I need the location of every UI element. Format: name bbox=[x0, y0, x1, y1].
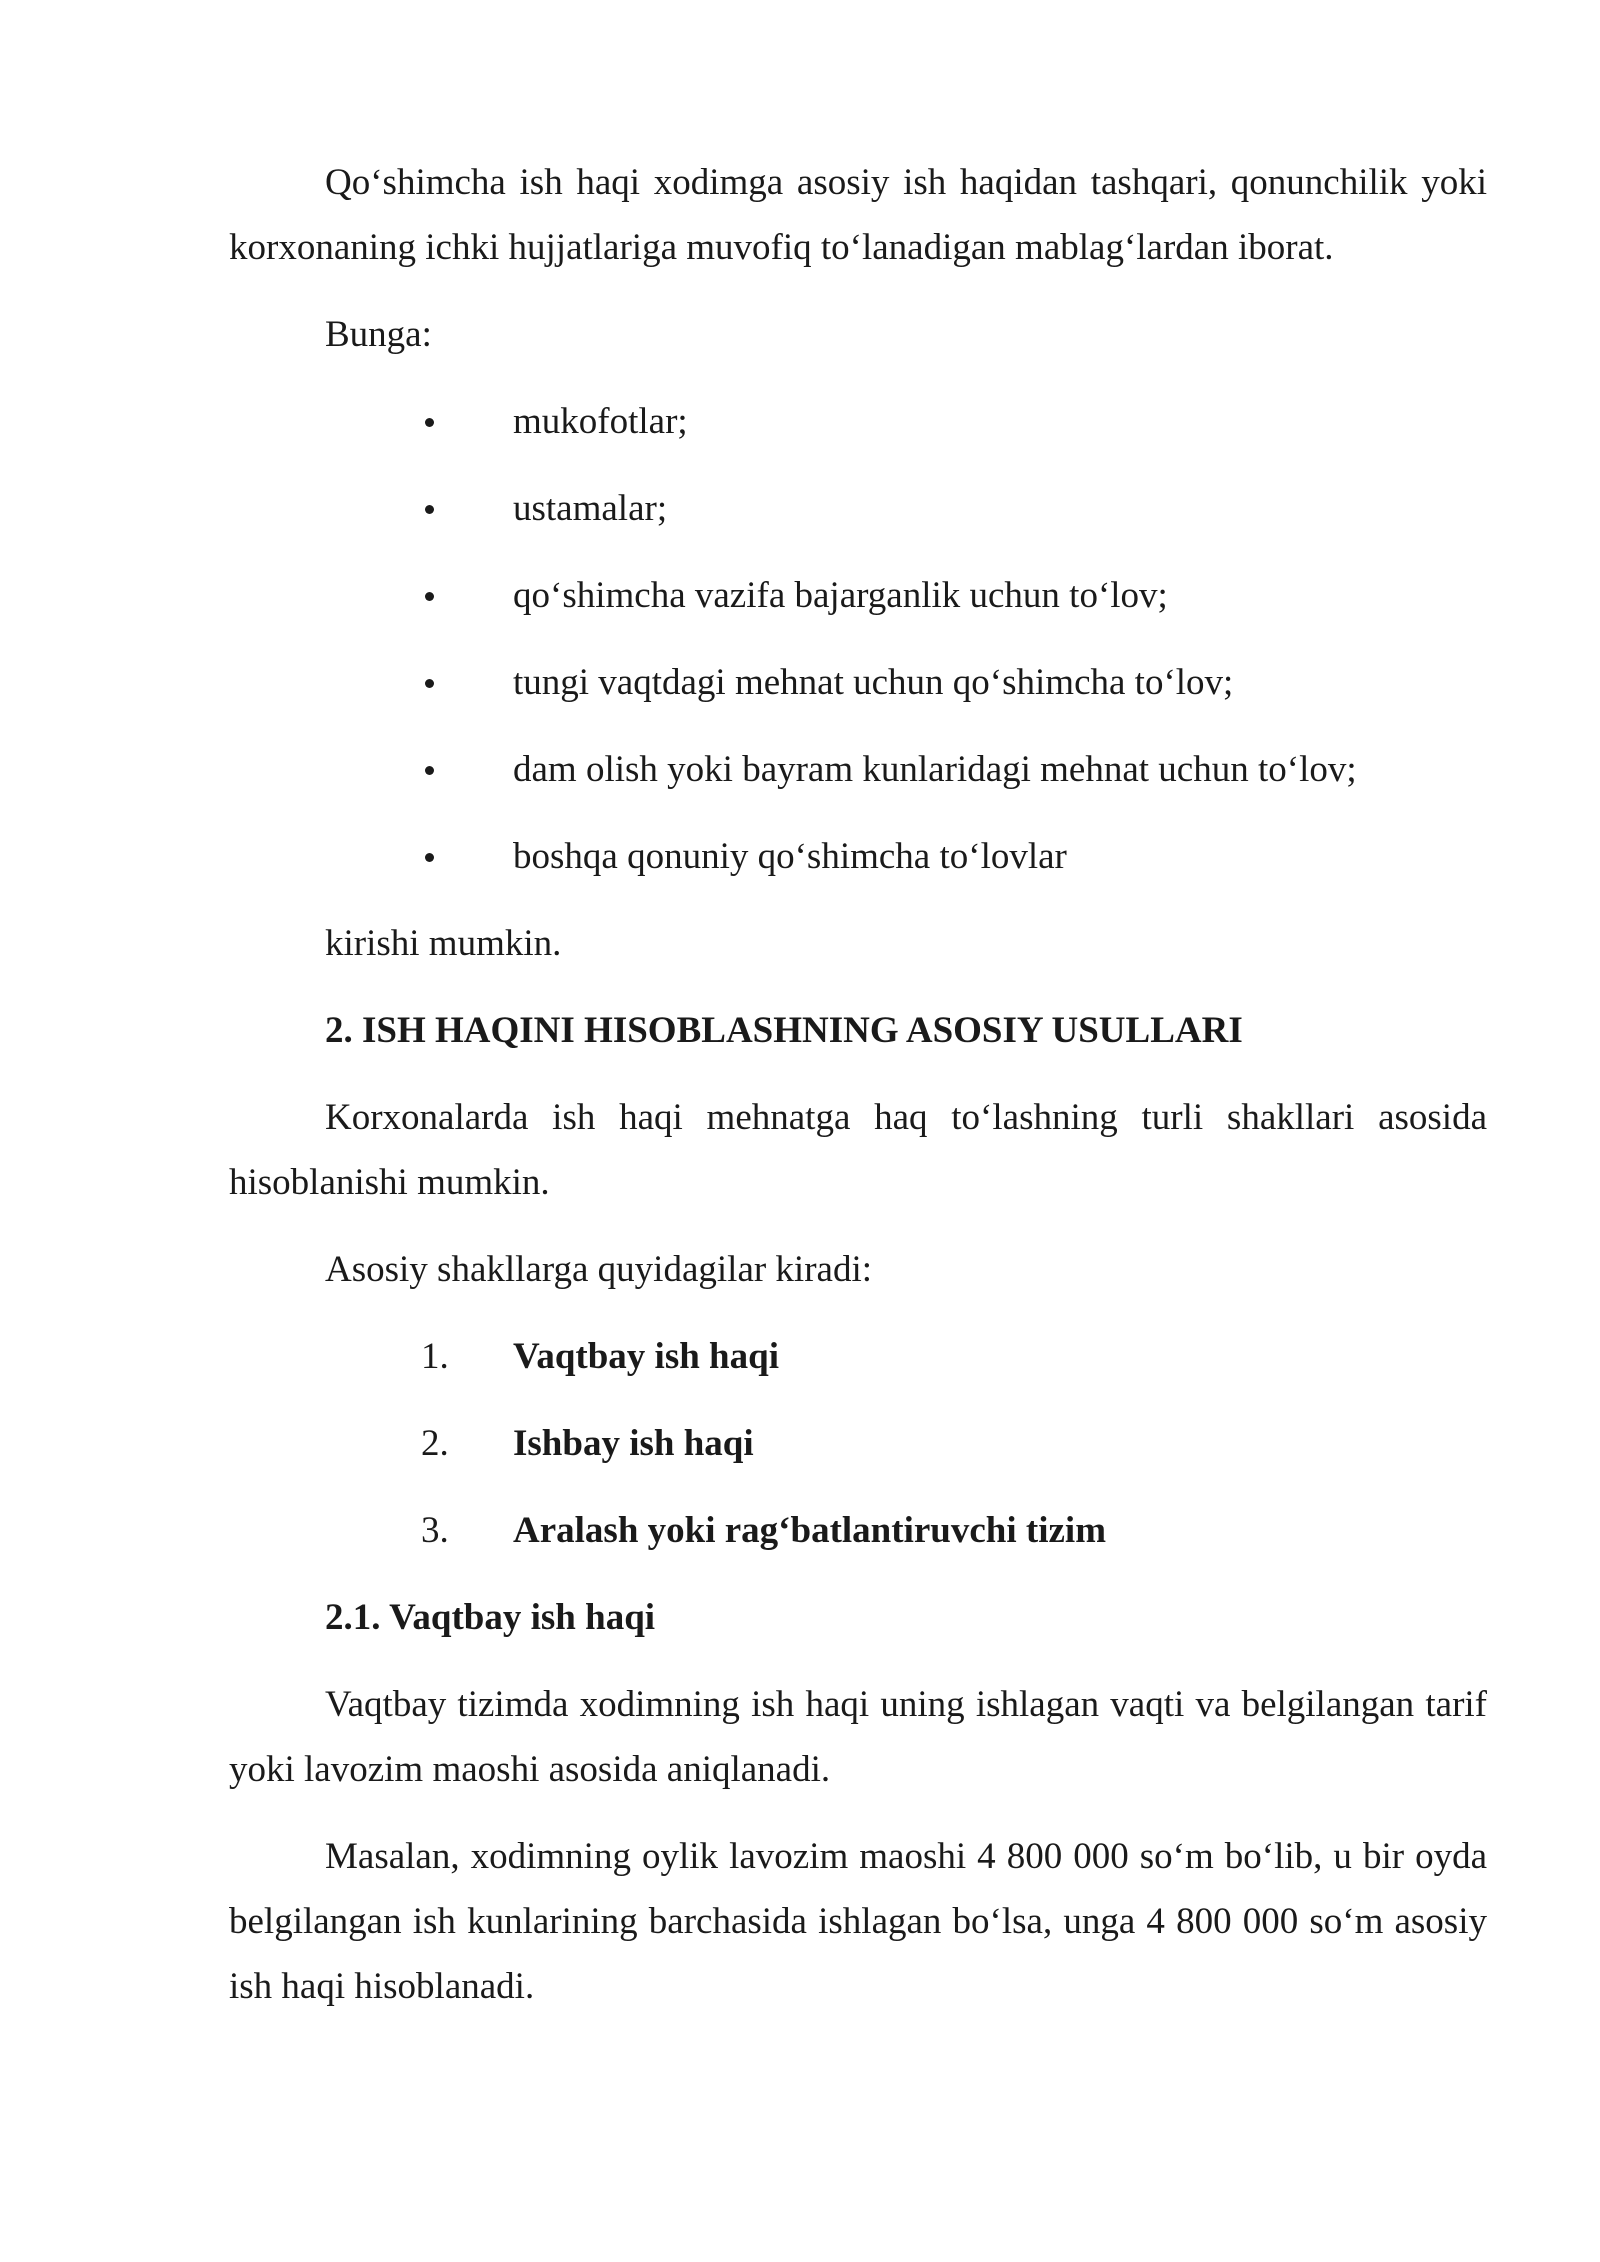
bullet-icon bbox=[229, 650, 513, 715]
list-item bbox=[229, 1411, 1487, 1476]
list-item bbox=[229, 1324, 1487, 1389]
list-number: 2. bbox=[421, 1423, 449, 1464]
list-item-text: dam olish yoki bayram kunlaridagi mehnat uchun to‘lov; bbox=[513, 749, 1357, 790]
bullet-icon bbox=[229, 737, 513, 802]
list-item bbox=[229, 824, 1487, 889]
intro-paragraph: Qo‘shimcha ish haqi xodimga asosiy ish haqidan tashqari, qonunchilik yoki korxonaning ichki hujjatlariga muvofiq to‘lanadigan mablag‘lardan iborat. bbox=[229, 162, 1487, 268]
list-item-text: Vaqtbay ish haqi bbox=[513, 1336, 779, 1377]
list-item bbox=[229, 737, 1487, 802]
bullet-icon bbox=[229, 476, 513, 541]
section-2-paragraph: Korxonalarda ish haqi mehnatga haq to‘lashning turli shakllari asosida hisoblanishi mumkin. bbox=[229, 1097, 1487, 1203]
list-number: 1. bbox=[421, 1336, 449, 1377]
list-item bbox=[229, 650, 1487, 715]
numbered-list bbox=[229, 1324, 1487, 1563]
bullet-icon bbox=[229, 824, 513, 889]
section-heading-2: 2. ISH HAQINI HISOBLASHNING ASOSIY USULLARI bbox=[325, 1010, 1243, 1051]
bullet-icon bbox=[229, 389, 513, 454]
list-item bbox=[229, 563, 1487, 628]
section-heading-2-1: 2.1. Vaqtbay ish haqi bbox=[325, 1597, 656, 1638]
bullet-icon bbox=[229, 563, 513, 628]
list-item bbox=[229, 476, 1487, 541]
section-2-1-paragraph: Vaqtbay tizimda xodimning ish haqi uning ishlagan vaqti va belgilangan tarif yoki lavozim maoshi asosida aniqlanadi. bbox=[229, 1684, 1487, 1790]
kirishi-text: kirishi mumkin. bbox=[325, 923, 562, 964]
list-item-text: tungi vaqtdagi mehnat uchun qo‘shimcha to‘lov; bbox=[513, 662, 1234, 703]
list-item-text: Ishbay ish haqi bbox=[513, 1423, 754, 1464]
list-item bbox=[229, 389, 1487, 454]
list-item bbox=[229, 1498, 1487, 1563]
example-paragraph: Masalan, xodimning oylik lavozim maoshi 4 800 000 so‘m bo‘lib, u bir oyda belgilangan ish kunlarining barchasida ishlagan bo‘lsa, unga 4 800 000 so‘m asosiy ish haqi hisoblanadi. bbox=[229, 1836, 1487, 2007]
bullet-list bbox=[229, 389, 1487, 889]
list-item-text: Aralash yoki rag‘batlantiruvchi tizim bbox=[513, 1510, 1107, 1551]
list-item-text: boshqa qonuniy qo‘shimcha to‘lovlar bbox=[513, 836, 1067, 877]
list-number: 3. bbox=[421, 1510, 449, 1551]
document-page bbox=[229, 150, 1487, 2041]
list-item-text: qo‘shimcha vazifa bajarganlik uchun to‘lov; bbox=[513, 575, 1168, 616]
list-item-text: ustamalar; bbox=[513, 488, 668, 529]
bunga-label: Bunga: bbox=[325, 314, 432, 355]
forms-intro: Asosiy shakllarga quyidagilar kiradi: bbox=[325, 1249, 873, 1290]
list-item-text: mukofotlar; bbox=[513, 401, 688, 442]
